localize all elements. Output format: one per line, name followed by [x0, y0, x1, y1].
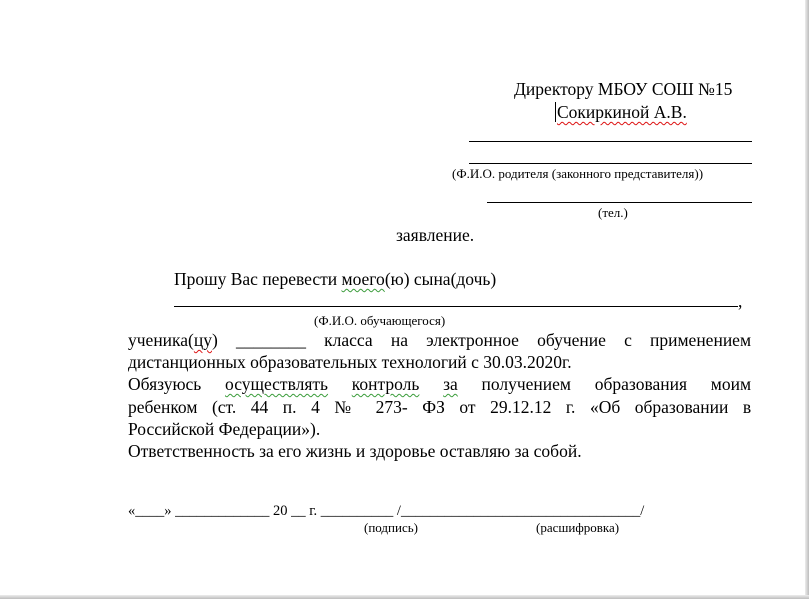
page-edge-right	[805, 0, 809, 599]
word: обучение	[537, 330, 606, 350]
text-cursor	[555, 102, 556, 122]
word: контроль	[351, 374, 420, 394]
student-line-comma: ,	[738, 291, 743, 311]
word: №	[334, 397, 362, 417]
parent-name-rule-1[interactable]	[469, 141, 752, 142]
word: с	[624, 330, 632, 350]
parent-caption: (Ф.И.О. родителя (законного представителя))	[452, 166, 704, 181]
page-edge-bottom	[0, 595, 809, 599]
word: ФЗ	[422, 397, 445, 417]
decode-caption: (расшифровка)	[536, 520, 620, 535]
word: (ст.	[211, 397, 237, 417]
word: от	[459, 397, 476, 417]
student-name-rule[interactable]	[174, 306, 738, 307]
body-line-6: Ответственность за его жизнь и здоровье оставляю за собой.	[128, 441, 582, 461]
word: электронное	[426, 330, 519, 350]
word: 273-	[375, 397, 408, 417]
body-line-5: Российской Федерации»).	[128, 419, 321, 439]
word: за	[443, 374, 458, 394]
parent-name-rule-2[interactable]	[469, 163, 752, 164]
word: Обязуюсь	[128, 374, 202, 394]
request-part-1: Прошу Вас перевести	[174, 269, 342, 289]
word: п.	[282, 397, 297, 417]
addressee-line: Директору МБОУ СОШ №15	[514, 79, 733, 99]
student-caption: (Ф.И.О. обучающегося)	[314, 313, 446, 328]
request-line	[174, 271, 496, 289]
signature-line: «____» _____________ 20 __ г. __________ /_________________________________/	[128, 503, 645, 519]
word: на	[390, 330, 408, 350]
word: 44	[250, 397, 269, 417]
word: г.	[565, 397, 576, 417]
word: получением	[481, 374, 572, 394]
phone-caption: (тел.)	[598, 205, 628, 220]
document-title: заявление.	[396, 225, 475, 245]
addressee-name-text: Сокиркиной А.В.	[557, 102, 687, 122]
word: в	[742, 397, 752, 417]
word: ребенком	[128, 397, 198, 417]
word: 4	[311, 397, 320, 417]
word: осуществлять	[225, 374, 329, 394]
body-line-3	[128, 376, 751, 394]
word: моим	[710, 374, 752, 394]
word: ________	[236, 330, 306, 350]
word: образования	[594, 374, 688, 394]
word: образовании	[634, 397, 729, 417]
phone-rule[interactable]	[487, 202, 752, 203]
word: 29.12.12	[490, 397, 552, 417]
addressee-name	[557, 104, 687, 122]
word: ученика(цу)	[128, 330, 218, 350]
body-line-1	[128, 332, 751, 350]
word: «Об	[589, 397, 621, 417]
word: класса	[324, 330, 373, 350]
word: применением	[650, 330, 752, 350]
body-line-4	[128, 399, 751, 417]
request-part-3: (ю) сына(дочь)	[384, 269, 497, 289]
request-part-2: моего	[341, 269, 385, 289]
signature-caption: (подпись)	[364, 520, 418, 535]
body-line-2: дистанционных образовательных технологий с 30.03.2020г.	[128, 352, 572, 372]
